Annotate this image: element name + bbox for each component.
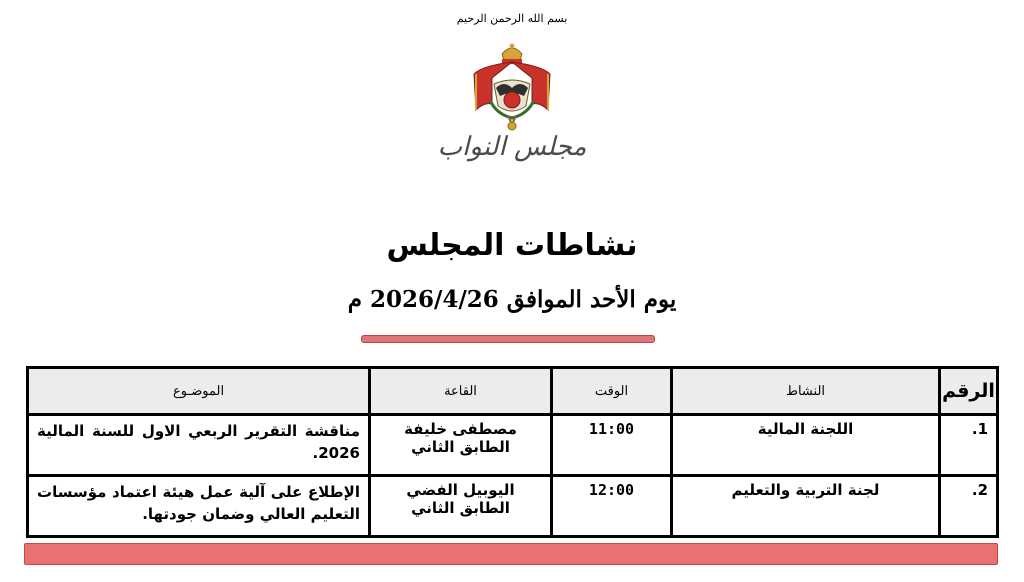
hall-name: مصطفى خليفة: [404, 420, 517, 438]
header-time: الوقت: [552, 368, 672, 415]
row-hall: [370, 476, 552, 537]
row-time: 12:00: [552, 476, 672, 537]
decorative-divider-top: [361, 335, 655, 343]
page-title: نشاطات المجلس: [386, 228, 638, 263]
header-hall: القاعة: [370, 368, 552, 415]
header-number: الرقم: [940, 368, 998, 415]
page-date: يوم الأحد الموافق 2026/4/26 م: [347, 286, 677, 313]
header-activity: النشاط: [672, 368, 940, 415]
row-subject: الإطلاع على آلية عمل هيئة اعتماد مؤسسات التعليم العالي وضمان جودتها.: [28, 476, 370, 537]
table-header-row: [28, 368, 998, 415]
row-time: 11:00: [552, 415, 672, 476]
row-activity: لجنة التربية والتعليم: [672, 476, 940, 537]
row-number: 1.: [940, 415, 998, 476]
header-subject: الموضـوع: [28, 368, 370, 415]
row-activity: اللجنة المالية: [672, 415, 940, 476]
table-row: [28, 476, 998, 537]
hall-floor: الطابق الثاني: [411, 499, 510, 517]
table-row: [28, 415, 998, 476]
house-of-representatives-logo: مجلس النواب: [437, 132, 587, 162]
activities-table: [26, 366, 999, 538]
basmala: بسم الله الرحمن الرحيم: [456, 12, 568, 25]
hall-name: اليوبيل الفضي: [406, 481, 515, 499]
row-subject: مناقشة التقرير الربعي الاول للسنة المالية 2026.: [28, 415, 370, 476]
row-hall: [370, 415, 552, 476]
coat-of-arms-icon: [462, 40, 562, 132]
hall-floor: الطابق الثاني: [411, 438, 510, 456]
row-number: 2.: [940, 476, 998, 537]
decorative-divider-bottom: [24, 543, 998, 565]
